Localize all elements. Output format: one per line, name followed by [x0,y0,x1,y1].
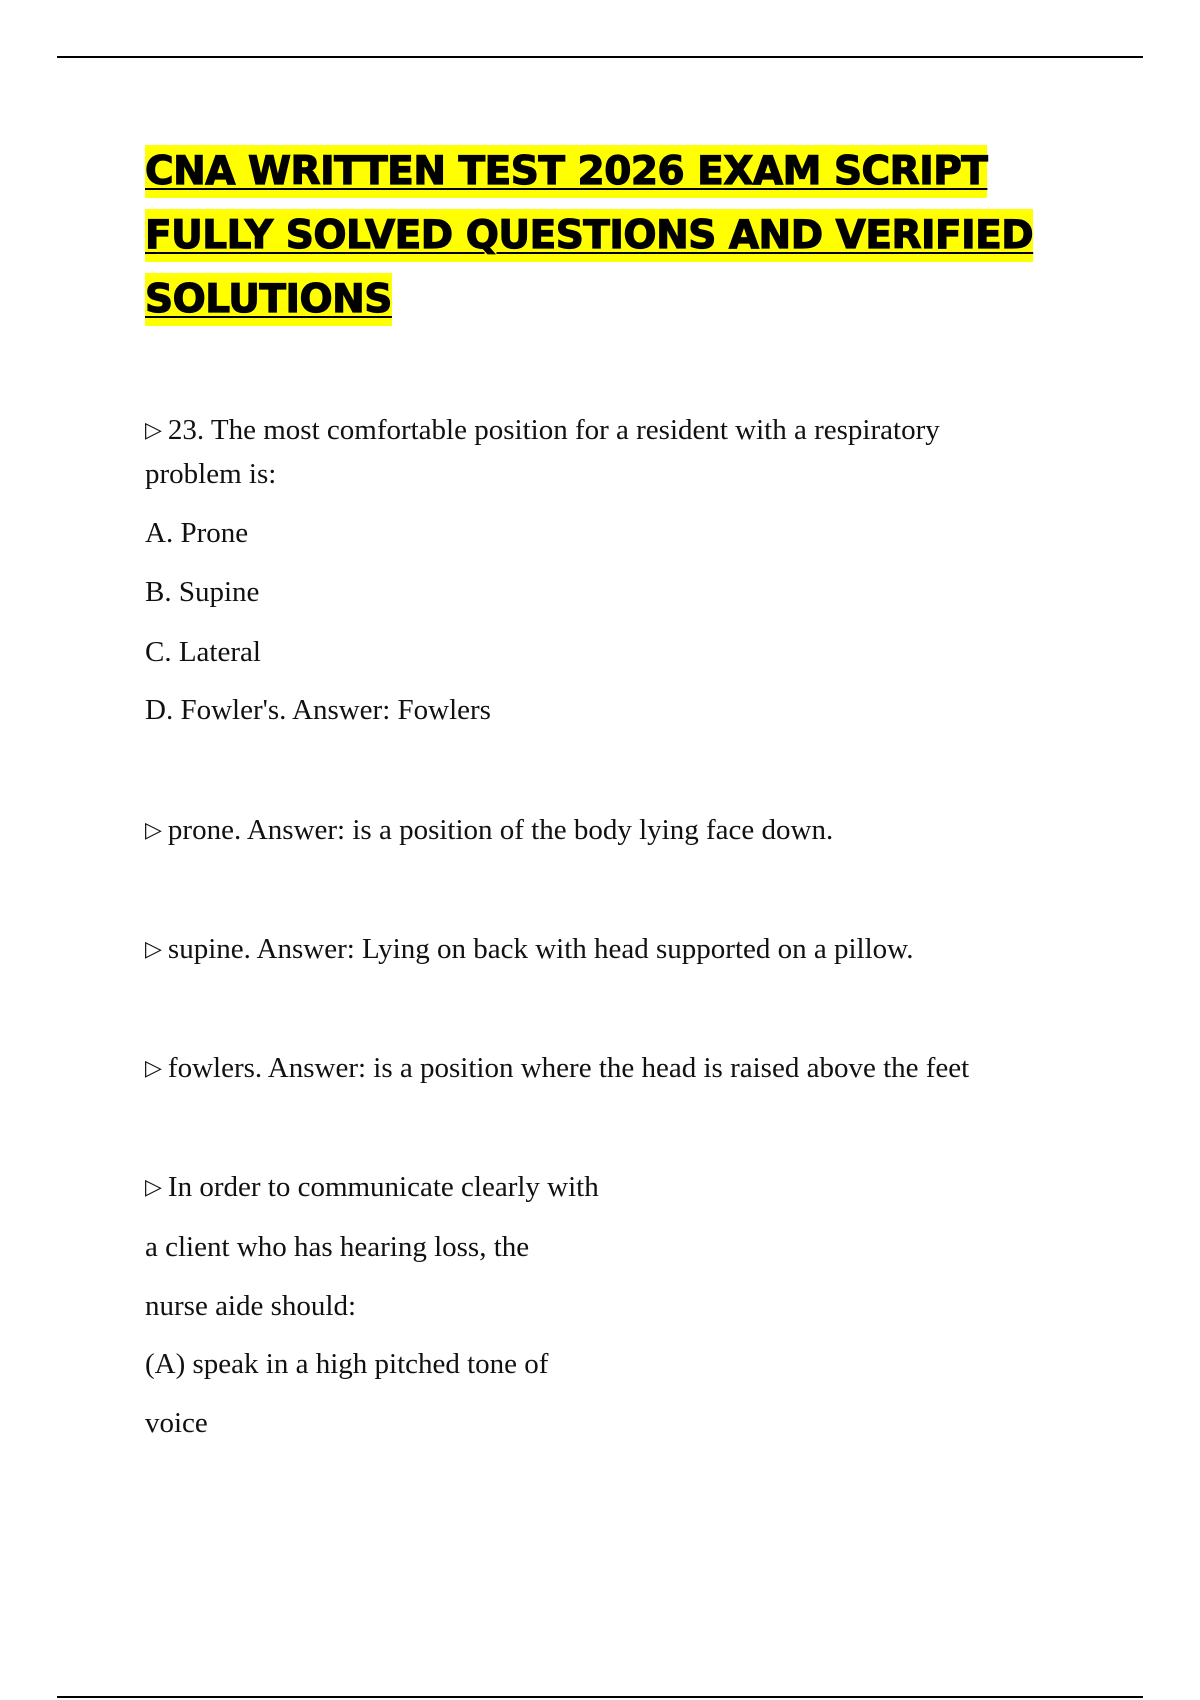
triangle-marker-icon: ▷ [145,1056,162,1081]
definition-supine-text: supine. Answer: Lying on back with head supported on a pillow. [167,933,914,965]
option-c: C. Lateral [145,636,261,668]
definition-fowlers-text: fowlers. Answer: is a position where the head is raised above the feet [167,1052,970,1084]
option-a: A. Prone [145,517,249,549]
definition-supine [145,927,913,974]
bottom-rule [57,1696,1143,1698]
title-line-2: FULLY SOLVED QUESTIONS AND VERIFIED [145,209,1033,262]
triangle-marker-icon: ▷ [145,418,162,443]
question-hearing-option-a-line-1: (A) speak in a high pitched tone of [145,1348,549,1380]
option-b: B. Supine [145,576,260,608]
title-line-3: SOLUTIONS [145,273,392,326]
definition-prone-text: prone. Answer: is a position of the body lying face down. [167,814,834,846]
question-hearing-line-1 [145,1165,599,1212]
question-23-text: 23. The most comfortable position for a resident with a respiratory [167,414,940,446]
definition-fowlers [145,1046,969,1093]
question-hearing-line-2: a client who has hearing loss, the [145,1231,530,1263]
option-d-answer: D. Fowler's. Answer: Fowlers [145,694,491,726]
definition-prone [145,808,833,855]
triangle-marker-icon: ▷ [145,1175,162,1200]
triangle-marker-icon: ▷ [145,818,162,843]
document-title [145,140,1105,332]
question-hearing-option-a-line-2: voice [145,1407,208,1439]
question-23-stem-line-2: problem is: [145,458,277,490]
question-hearing-line-3: nurse aide should: [145,1290,357,1322]
title-line-1: CNA WRITTEN TEST 2026 EXAM SCRIPT [145,145,987,198]
triangle-marker-icon: ▷ [145,937,162,962]
question-23-stem-line-1 [145,408,940,455]
top-rule [57,56,1143,58]
question-hearing-text: In order to communicate clearly with [167,1171,599,1203]
